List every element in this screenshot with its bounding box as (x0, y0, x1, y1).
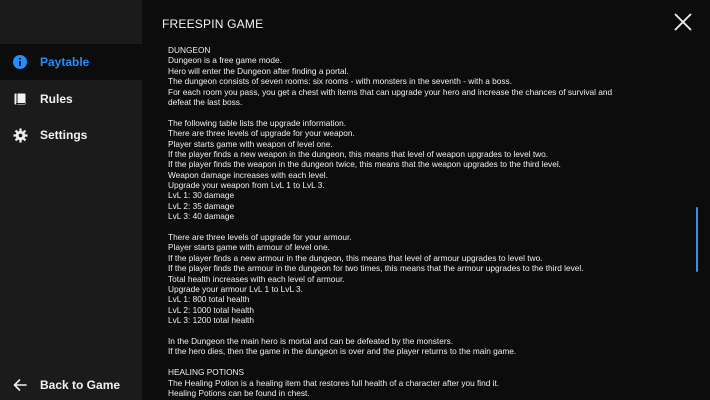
text-line: DUNGEON (168, 45, 211, 55)
rules-text (168, 45, 668, 398)
book-icon (12, 91, 28, 107)
sidebar-item-rules[interactable] (0, 81, 142, 117)
text-line: LvL 3: 1200 total health (168, 315, 254, 326)
text-line: If the player finds a new armour in the dungeon, this means that level of armour upgrades to level two. (168, 252, 543, 263)
text-line: Player starts game with weapon of level one. (168, 138, 333, 149)
text-line: Dungeon is a free game mode. (168, 55, 282, 66)
back-to-game-label: Back to Game (40, 378, 121, 392)
paragraph-gap (168, 326, 668, 336)
text-line: The dungeon consists of seven rooms: six rooms - with monsters in the seventh - with a boss. (168, 76, 513, 87)
text-line: The following table lists the upgrade information. (168, 117, 347, 128)
sidebar (0, 0, 142, 400)
text-line: LvL 3: 40 damage (168, 211, 235, 222)
paragraph-gap (168, 107, 668, 117)
text-line: Total health increases with each level of armour. (168, 273, 345, 284)
sidebar-item-label: Paytable (40, 55, 90, 69)
paytable-content (142, 0, 710, 400)
text-line: defeat the last boss. (168, 96, 243, 107)
close-button[interactable] (674, 13, 692, 31)
text-line: For each room you pass, you get a chest with items that can upgrade your hero and increase the chances of survival and (168, 86, 613, 97)
text-line: In the Dungeon the main hero is mortal and can be defeated by the monsters. (168, 335, 454, 346)
text-line: Upgrade your weapon from LvL 1 to LvL 3. (168, 180, 325, 191)
info-icon (12, 54, 28, 70)
text-line: There are three levels of upgrade for your weapon. (168, 128, 355, 139)
text-line: If the player finds the weapon in the dungeon twice, this means that the weapon upgrades to the third level. (168, 159, 561, 170)
arrow-left-icon (12, 377, 28, 393)
sidebar-item-label: Settings (40, 128, 88, 142)
text-line: Upgrade your armour LvL 1 to LvL 3. (168, 283, 303, 294)
text-line: The Healing Potion is a healing item that restores full health of a character after you find it. (168, 377, 500, 388)
text-line: If the player finds the armour in the dungeon for two times, this means that the armour upgrades to the third level. (168, 263, 584, 274)
sidebar-item-label: Rules (40, 92, 73, 106)
text-line: If the player finds a new weapon in the dungeon, this means that level of weapon upgrades to level two. (168, 148, 549, 159)
paragraph-gap (168, 222, 668, 232)
text-line: LvL 2: 35 damage (168, 200, 235, 211)
text-line: Player starts game with armour of level one. (168, 242, 330, 253)
text-line: LvL 1: 800 total health (168, 294, 250, 305)
text-line: If the hero dies, then the game in the dungeon is over and the player returns to the main game. (168, 346, 517, 357)
page-title: FREESPIN GAME (162, 17, 264, 31)
text-line: Hero will enter the Dungeon after finding a portal. (168, 65, 349, 76)
text-line: Weapon damage increases with each level. (168, 169, 328, 180)
close-icon (674, 13, 692, 31)
gear-icon (12, 127, 28, 143)
scrollbar-thumb[interactable] (696, 207, 698, 272)
text-line: LvL 1: 30 damage (168, 190, 235, 201)
sidebar-item-settings[interactable] (0, 117, 142, 153)
text-line: HEALING POTIONS (168, 367, 245, 378)
text-line: LvL 2: 1000 total health (168, 304, 254, 315)
sidebar-item-paytable[interactable] (0, 44, 142, 80)
text-line: There are three levels of upgrade for your armour. (168, 232, 352, 243)
text-line: Healing Potions can be found in chest. (168, 387, 310, 398)
back-to-game-button[interactable] (0, 371, 142, 399)
paragraph-gap (168, 357, 668, 367)
